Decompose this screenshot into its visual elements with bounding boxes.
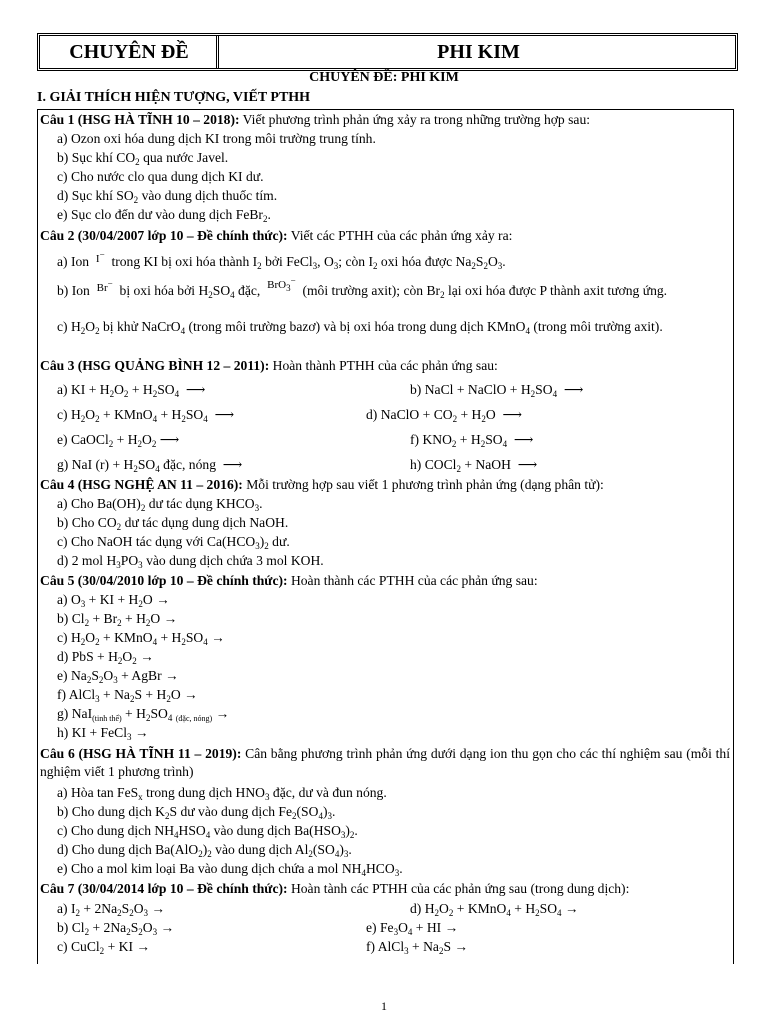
q5-h: h) KI + FeCl$_3$ → — [57, 725, 149, 742]
q3-a: a) KI + $H_2O_2 + H_2SO_4$ ⟶ — [57, 382, 206, 399]
q7-a: a) $I_2 + 2Na_2S_2O_3$ → — [57, 901, 166, 918]
q3-heading: Câu 3 (HSG QUẢNG BÌNH 12 – 2011): Hoàn thành PTHH của các phản ứng sau: — [40, 358, 498, 373]
subtitle: CHUYÊN ĐỀ: PHI KIM — [309, 70, 459, 85]
q5-e: e) $Na_2S_2O_3$ + AgBr → — [57, 668, 179, 685]
q7-e: e) $Fe_3O_4$ + HI → — [366, 920, 459, 937]
q6-e: e) Cho a mol kim loại Ba vào dung dịch chứa a mol $NH_4HCO_3$. — [57, 861, 403, 878]
q1-a: a) Ozon oxi hóa dung dịch KI trong môi trường trung tính. — [57, 131, 376, 146]
q7-b: b) $Cl_2 + 2Na_2S_2O_3$ → — [57, 920, 175, 937]
q3-g: g) NaI $(r) + H_2SO_4$ đặc, nóng ⟶ — [57, 457, 243, 474]
q5-heading: Câu 5 (30/04/2010 lớp 10 – Đề chính thức): Hoàn thành các PTHH của các phản ứng sau: — [40, 573, 538, 588]
header-left: CHUYÊN ĐỀ — [69, 41, 189, 63]
page-number: 1 — [381, 999, 387, 1013]
q7-d: d) $H_2O_2$ + KMnO$_4$ + $H_2SO_4$ → — [410, 901, 579, 918]
q6-heading: Câu 6 (HSG HÀ TĨNH 11 – 2019): Cân bằng phương trình phản ứng dưới dạng ion thu gọn cho các thí nghiệm sau (mỗi thí nghiệm viết 1 phương trình) — [40, 746, 730, 779]
q6-b: b) Cho dung dịch $K_2S$ dư vào dung dịch $Fe_2(SO_4)_3$. — [57, 804, 336, 821]
header-right: PHI KIM — [437, 41, 520, 63]
q4-b: b) Cho $CO_2$ dư tác dụng dung dịch NaOH. — [57, 515, 289, 532]
q2-c: c) $H_2O_2$ bị khử NaCrO$_4$ (trong môi trường bazơ) và bị oxi hóa trong dung dịch KMnO$_4$ (trong môi trường axit). — [57, 319, 663, 336]
q6-c: c) Cho dung dịch $NH_4HSO_4$ vào dung dịch $Ba(HSO_3)_2$. — [57, 823, 358, 840]
q2-a: a) Ion $^{I^-}$ trong KI bị oxi hóa thành $I_2$ bởi FeCl$_3$, $O_3$; còn $I_2$ oxi hóa được $Na_2S_2O_3$. — [57, 249, 506, 271]
q4-a: a) Cho $Ba(OH)_2$ dư tác dụng $KHCO_3$. — [57, 496, 263, 513]
q1-heading: Câu 1 (HSG HÀ TĨNH 10 – 2018): Viết phương trình phản ứng xảy ra trong những trường hợp sau: — [40, 112, 591, 127]
q3-h: h) COCl$_2$ + NaOH ⟶ — [410, 457, 538, 474]
q6-d: d) Cho dung dịch $Ba(AlO_2)_2$ vào dung dịch $Al_2(SO_4)_3$. — [57, 842, 352, 859]
q7-c: c) CuCl$_2$ + KI → — [57, 939, 150, 956]
q5-c: c) $H_2O_2$ + KMnO$_4$ + $H_2SO_4$ → — [57, 630, 225, 647]
q3-c: c) $H_2O_2$ + KMnO$_4$ + $H_2SO_4$ ⟶ — [57, 407, 235, 424]
q5-g: g) $NaI_{(tinh thể)} + H_2SO_4$ $_{(đặc, nóng)}$ → — [57, 706, 230, 723]
q5-a: a) $O_3$ + KI + $H_2O$ → — [57, 592, 170, 609]
q1-d: d) Sục khí $SO_2$ vào dung dịch thuốc tím. — [57, 188, 278, 205]
title-box — [37, 33, 738, 71]
q5-b: b) $Cl_2 + Br_2 + H_2O$ → — [57, 611, 178, 628]
q3-d: d) NaClO + $CO_2 + H_2O$ ⟶ — [366, 407, 522, 424]
q1-b: b) Sục khí $CO_2$ qua nước Javel. — [57, 150, 229, 167]
q3-e: e) CaOCl$_2$ + $H_2O_2$ ⟶ — [57, 432, 180, 449]
q3-f: f) $KNO_2 + H_2SO_4$ ⟶ — [410, 432, 534, 449]
q1-c: c) Cho nước clo qua dung dịch KI dư. — [57, 169, 264, 184]
q2-b: b) Ion $^{Br^-}$ bị oxi hóa bởi $H_2SO_4$ đặc, $^{BrO_3^-}$ (môi trường axit); còn $Br_2$ lại oxi hóa được P thành axit tương ứng. — [57, 275, 668, 300]
q5-d: d) PbS + $H_2O_2$ → — [57, 649, 154, 666]
section-heading: I. GIẢI THÍCH HIỆN TƯỢNG, VIẾT PTHH — [37, 90, 311, 105]
q4-d: d) 2 mol $H_3PO_3$ vào dung dịch chứa 3 mol KOH. — [57, 553, 324, 570]
q7-f: f) AlCl$_3$ + $Na_2S$ → — [366, 939, 469, 956]
q7-heading: Câu 7 (30/04/2014 lớp 10 – Đề chính thức): Hoàn tành các PTHH của các phản ứng sau (trong dung dịch): — [40, 881, 630, 896]
q2-heading: Câu 2 (30/04/2007 lớp 10 – Đề chính thức): Viết các PTHH của các phản ứng xảy ra: — [40, 228, 513, 243]
q6-a: a) Hòa tan FeS$_x$ trong dung dịch $HNO_3$ đặc, dư và đun nóng. — [57, 785, 387, 802]
q4-c: c) Cho NaOH tác dụng với $Ca(HCO_3)_2$ dư. — [57, 534, 290, 551]
q3-b: b) NaCl + NaClO + $H_2SO_4$ ⟶ — [410, 382, 584, 399]
q4-heading: Câu 4 (HSG NGHỆ AN 11 – 2016): Mỗi trường hợp sau viết 1 phương trình phản ứng (dạng phân tử): — [40, 477, 604, 492]
q5-f: f) AlCl$_3$ + $Na_2S + H_2O$ → — [57, 687, 198, 704]
q1-e: e) Sục clo đến dư vào dung dịch FeBr$_2$. — [57, 207, 271, 224]
